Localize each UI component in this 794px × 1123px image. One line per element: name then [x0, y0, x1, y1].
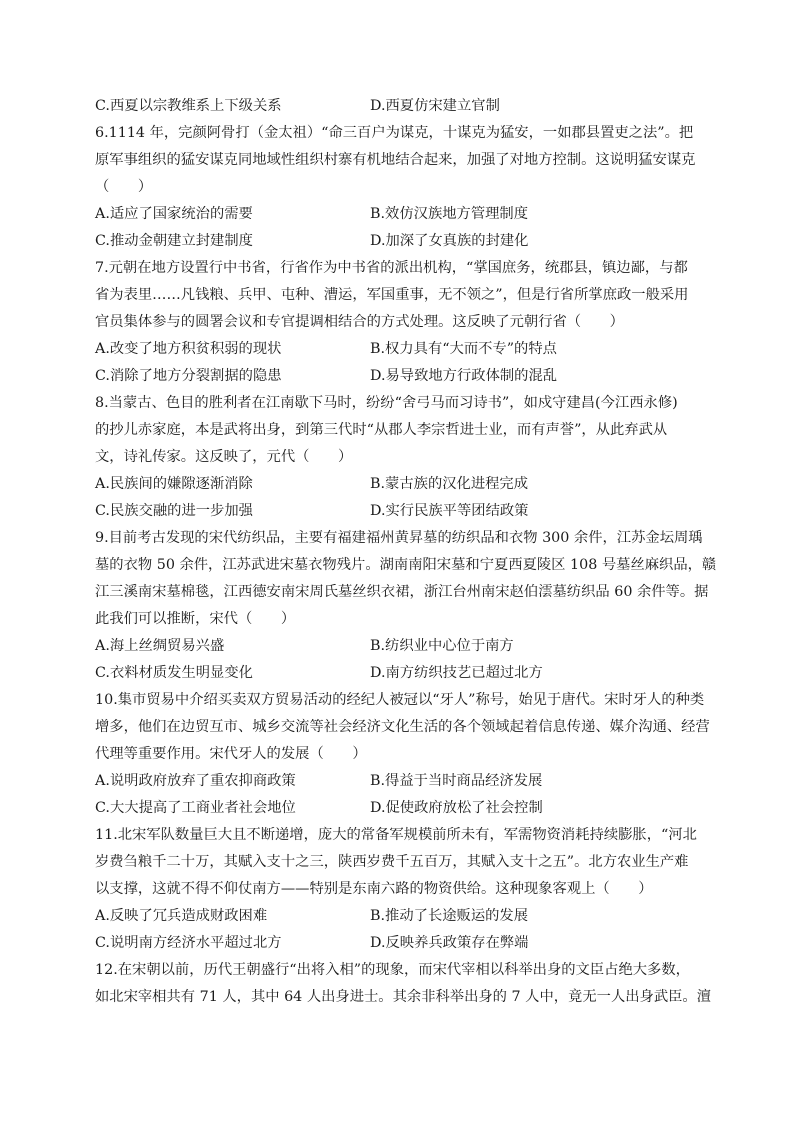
exam-page — [95, 93, 717, 1011]
question-text-line: 12.在宋朝以前，历代王朝盛行“出将入相”的现象，而宋代宰相以科举出身的文臣占绝大多数， — [95, 962, 690, 978]
option-b: B.蒙古族的汉化进程完成 — [370, 476, 529, 492]
question-11 — [95, 822, 705, 957]
option-row — [95, 201, 705, 228]
option-c: C.西夏以宗教维系上下级关系 — [95, 98, 282, 114]
option-row — [95, 471, 705, 498]
option-row — [95, 498, 705, 525]
question-text-line: 11.北宋军队数量巨大且不断递增，庞大的常备军规模前所未有，军需物资消耗持续膨胀，“河北 — [95, 827, 697, 843]
option-a: A.说明政府放弃了重农抑商政策 — [95, 773, 296, 789]
question-text-line: 的抄儿赤家庭，本是武将出身，到第三代时“从郡人李宗哲进士业，而有声誉”，从此弃武从 — [95, 422, 668, 438]
option-row — [95, 903, 705, 930]
option-d: D.反映养兵政策存在弊端 — [370, 935, 529, 951]
option-b: B.推动了长途贩运的发展 — [370, 908, 529, 924]
question-text-line: 官员集体参与的圆署会议和专官提调相结合的方式处理。这反映了元朝行省（ ） — [95, 314, 624, 330]
question-8 — [95, 390, 705, 525]
option-d: D.加深了女真族的封建化 — [370, 233, 529, 249]
option-b: B.得益于当时商品经济发展 — [370, 773, 543, 789]
question-6 — [95, 120, 705, 255]
option-a: A.改变了地方积贫积弱的现状 — [95, 341, 282, 357]
question-text-line: 原军事组织的猛安谋克同地域性组织村寨有机地结合起来，加强了对地方控制。这说明猛安谋克 — [95, 152, 696, 168]
question-text-line: 6.1114 年，完颜阿骨打（金太祖）“命三百户为谋克，十谋克为猛安，一如郡县置吏之法”。把 — [95, 125, 694, 141]
option-row — [95, 795, 705, 822]
question-text-line: 文，诗礼传家。这反映了，元代（ ） — [95, 449, 353, 465]
option-row — [95, 228, 705, 255]
question-text-line: 7.元朝在地方设置行中书省，行省作为中书省的派出机构，“掌国庶务，统郡县，镇边鄙，与都 — [95, 260, 688, 276]
question-9 — [95, 525, 717, 687]
option-d: D.易导致地方行政体制的混乱 — [370, 368, 558, 384]
question-text-line: 代理等重要作用。宋代牙人的发展（ ） — [95, 746, 367, 762]
question-text-line: 岁费刍粮千二十万，其赋入支十之三，陕西岁费千五百万，其赋入支十之五”。北方农业生产难 — [95, 854, 689, 870]
option-row — [95, 768, 705, 795]
option-d: D.实行民族平等团结政策 — [370, 503, 529, 519]
option-row — [95, 930, 705, 957]
option-c: C.大大提高了工商业者社会地位 — [95, 800, 296, 816]
option-c: C.民族交融的进一步加强 — [95, 503, 253, 519]
option-row — [95, 363, 705, 390]
option-d: D.促使政府放松了社会控制 — [370, 800, 543, 816]
option-a: A.民族间的嫌隙逐渐消除 — [95, 476, 253, 492]
question-text-line: 墓的衣物 50 余件，江苏武进宋墓衣物残片。湖南南阳宋墓和宁夏西夏陵区 108 号墓丝麻织品，赣 — [95, 557, 717, 573]
question-10 — [95, 687, 710, 822]
question-text-line: 9.目前考古发现的宋代纺织品，主要有福建福州黄昇墓的纺织品和衣物 300 余件，江苏金坛周瑀 — [95, 530, 703, 546]
question-text-line: 8.当蒙古、色目的胜利者在江南歇下马时，纷纷“舍弓马而习诗书”，如戍守建昌(今江西永修) — [95, 395, 678, 411]
question-text-line: 以支撑，这就不得不仰仗南方——特别是东南六路的物资供给。这种现象客观上（ ） — [95, 881, 653, 897]
option-row — [95, 336, 705, 363]
option-c: C.推动金朝建立封建制度 — [95, 233, 253, 249]
option-row — [95, 93, 705, 120]
option-a: A.适应了国家统治的需要 — [95, 206, 253, 222]
option-a: A.海上丝绸贸易兴盛 — [95, 638, 225, 654]
question-text-line: 如北宋宰相共有 71 人，其中 64 人出身进士。其余非科举出身的 7 人中，竟无一人出身武臣。澶 — [95, 989, 712, 1005]
option-b: B.纺织业中心位于南方 — [370, 638, 514, 654]
question-7 — [95, 255, 705, 390]
option-b: B.权力具有“大而不专”的特点 — [370, 341, 557, 357]
answer-blank: （ ） — [95, 179, 153, 195]
option-a: A.反映了冗兵造成财政困难 — [95, 908, 268, 924]
option-b: B.效仿汉族地方管理制度 — [370, 206, 529, 222]
option-d: D.西夏仿宋建立官制 — [370, 98, 500, 114]
option-c: C.消除了地方分裂割据的隐患 — [95, 368, 282, 384]
option-c: C.衣料材质发生明显变化 — [95, 665, 253, 681]
question-text-line: 10.集市贸易中介绍买卖双方贸易活动的经纪人被冠以“牙人”称号，始见于唐代。宋时牙人的种类 — [95, 692, 705, 708]
question-12 — [95, 957, 712, 1011]
question-text-line: 此我们可以推断，宋代（ ） — [95, 611, 296, 627]
question-text-line: 省为表里……凡钱粮、兵甲、屯种、漕运，军国重事，无不领之”，但是行省所掌庶政一般采用 — [95, 287, 689, 303]
question-text-line: 增多，他们在边贸互市、城乡交流等社会经济文化生活的各个领域起着信息传递、媒介沟通、经营 — [95, 719, 710, 735]
question-text-line: 江三溪南宋墓棉毯，江西德安南宋周氏墓丝织衣裙，浙江台州南宋赵伯澐墓纺织品 60 余件等。据 — [95, 584, 709, 600]
option-c: C.说明南方经济水平超过北方 — [95, 935, 282, 951]
option-row — [95, 633, 705, 660]
option-d: D.南方纺织技艺已超过北方 — [370, 665, 543, 681]
option-row — [95, 660, 705, 687]
